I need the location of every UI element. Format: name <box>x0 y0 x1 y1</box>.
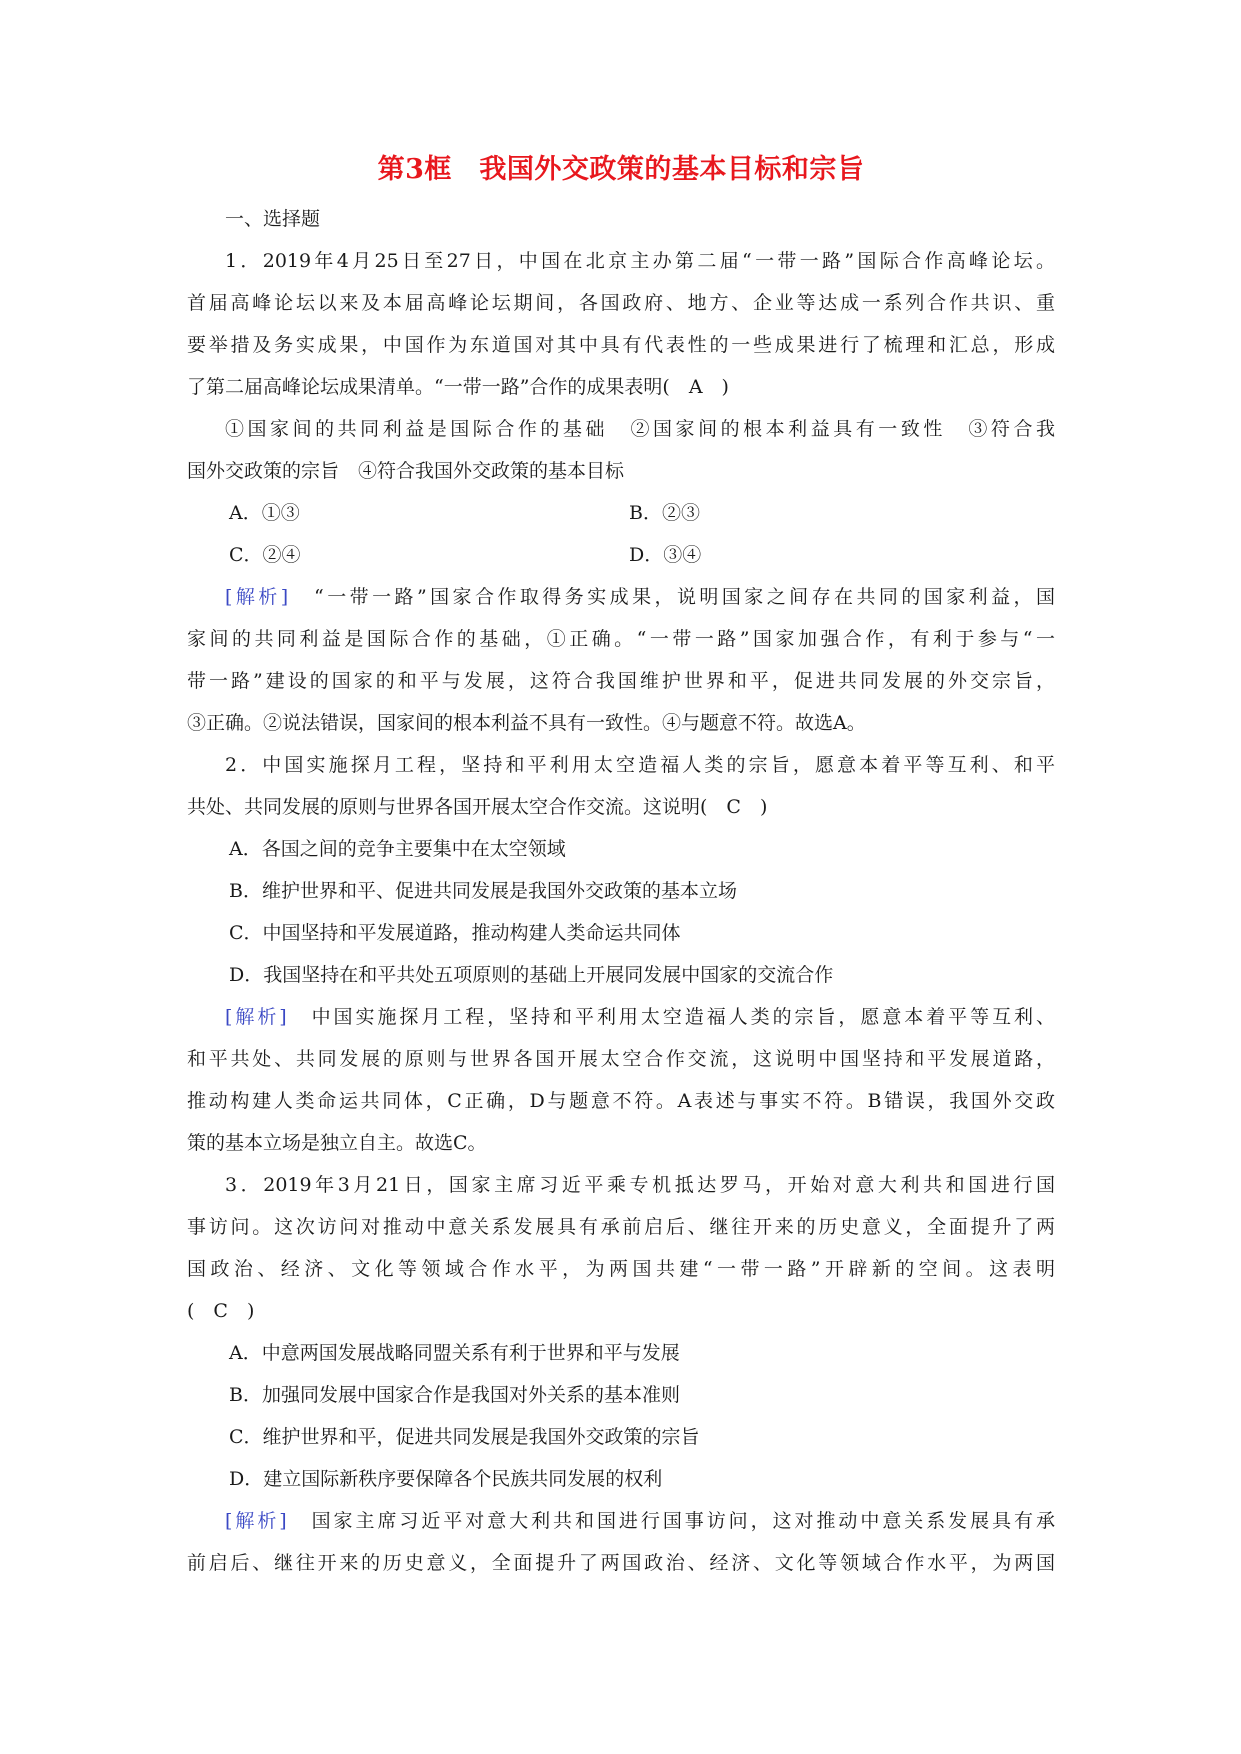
question-text-line: 共处、共同发展的原则与世界各国开展太空合作交流。这说明( C ) <box>187 796 768 818</box>
analysis-tag: [解析] <box>225 586 289 608</box>
analysis-line: 前启后、继往开来的历史意义，全面提升了两国政治、经济、文化等领域合作水平，为两国 <box>187 1552 1055 1574</box>
question-text-line: 事访问。这次访问对推动中意关系发展具有承前启后、继往开来的历史意义，全面提升了两 <box>187 1216 1055 1238</box>
page-title: 第3框 我国外交政策的基本目标和宗旨 <box>377 154 865 185</box>
option-a: A．各国之间的竞争主要集中在太空领域 <box>229 838 566 860</box>
question-text-line: 1．2019年4月25日至27日，中国在北京主办第二届“一带一路”国际合作高峰论坛。 <box>225 250 1055 272</box>
statement-line: 国外交政策的宗旨 ④符合我国外交政策的基本目标 <box>187 460 625 482</box>
option-row <box>187 492 1055 534</box>
option-row <box>187 534 1055 576</box>
option-c: C．维护世界和平，促进共同发展是我国外交政策的宗旨 <box>229 1426 700 1448</box>
question-2 <box>187 744 1055 1164</box>
analysis-line: [解析] “一带一路”国家合作取得务实成果，说明国家之间存在共同的国家利益，国 <box>225 586 1055 608</box>
analysis-tag: [解析] <box>225 1006 287 1028</box>
option-d: D．建立国际新秩序要保障各个民族共同发展的权利 <box>229 1468 663 1490</box>
option-a: A．中意两国发展战略同盟关系有利于世界和平与发展 <box>229 1342 680 1364</box>
analysis-line: ③正确。②说法错误，国家间的根本利益不具有一致性。④与题意不符。故选A。 <box>187 712 866 734</box>
analysis-line: 家间的共同利益是国际合作的基础，①正确。“一带一路”国家加强合作，有利于参与“一 <box>187 628 1055 650</box>
statement-line: ①国家间的共同利益是国际合作的基础 ②国家间的根本利益具有一致性 ③符合我 <box>225 418 1055 440</box>
question-1 <box>187 240 1055 744</box>
analysis-line: [解析] 国家主席习近平对意大利共和国进行国事访问，这对推动中意关系发展具有承 <box>225 1510 1055 1532</box>
section-heading: 一、选择题 <box>225 208 321 230</box>
question-text-line: 3．2019年3月21日，国家主席习近平乘专机抵达罗马，开始对意大利共和国进行国 <box>225 1174 1055 1196</box>
question-text-line: 国政治、经济、文化等领域合作水平，为两国共建“一带一路”开辟新的空间。这表明 <box>187 1258 1055 1280</box>
analysis-line: 和平共处、共同发展的原则与世界各国开展太空合作交流，这说明中国坚持和平发展道路， <box>187 1048 1055 1070</box>
question-text-line: 首届高峰论坛以来及本届高峰论坛期间，各国政府、地方、企业等达成一系列合作共识、重 <box>187 292 1055 314</box>
option-b: B．②③ <box>629 502 700 524</box>
option-b: B．加强同发展中国家合作是我国对外关系的基本准则 <box>229 1384 680 1406</box>
option-d: D．③④ <box>629 544 702 566</box>
analysis-tag: [解析] <box>225 1510 287 1532</box>
analysis-line: [解析] 中国实施探月工程，坚持和平利用太空造福人类的宗旨，愿意本着平等互利、 <box>225 1006 1055 1028</box>
option-d: D．我国坚持在和平共处五项原则的基础上开展同发展中国家的交流合作 <box>229 964 834 986</box>
option-b: B．维护世界和平、促进共同发展是我国外交政策的基本立场 <box>229 880 737 902</box>
analysis-line: 策的基本立场是独立自主。故选C。 <box>187 1132 487 1154</box>
option-c: C．②④ <box>229 544 301 566</box>
question-text-line: 了第二届高峰论坛成果清单。“一带一路”合作的成果表明( A ) <box>187 376 729 398</box>
option-a: A．①③ <box>229 502 300 524</box>
question-text-line: 2．中国实施探月工程，坚持和平利用太空造福人类的宗旨，愿意本着平等互利、和平 <box>225 754 1055 776</box>
analysis-line: 推动构建人类命运共同体，C正确，D与题意不符。A表述与事实不符。B错误，我国外交政 <box>187 1090 1055 1112</box>
question-text-line: ( C ) <box>187 1300 255 1322</box>
question-3 <box>187 1164 1055 1584</box>
analysis-line: 带一路”建设的国家的和平与发展，这符合我国维护世界和平，促进共同发展的外交宗旨， <box>187 670 1055 692</box>
option-c: C．中国坚持和平发展道路，推动构建人类命运共同体 <box>229 922 681 944</box>
question-text-line: 要举措及务实成果，中国作为东道国对其中具有代表性的一些成果进行了梳理和汇总，形成 <box>187 334 1055 356</box>
